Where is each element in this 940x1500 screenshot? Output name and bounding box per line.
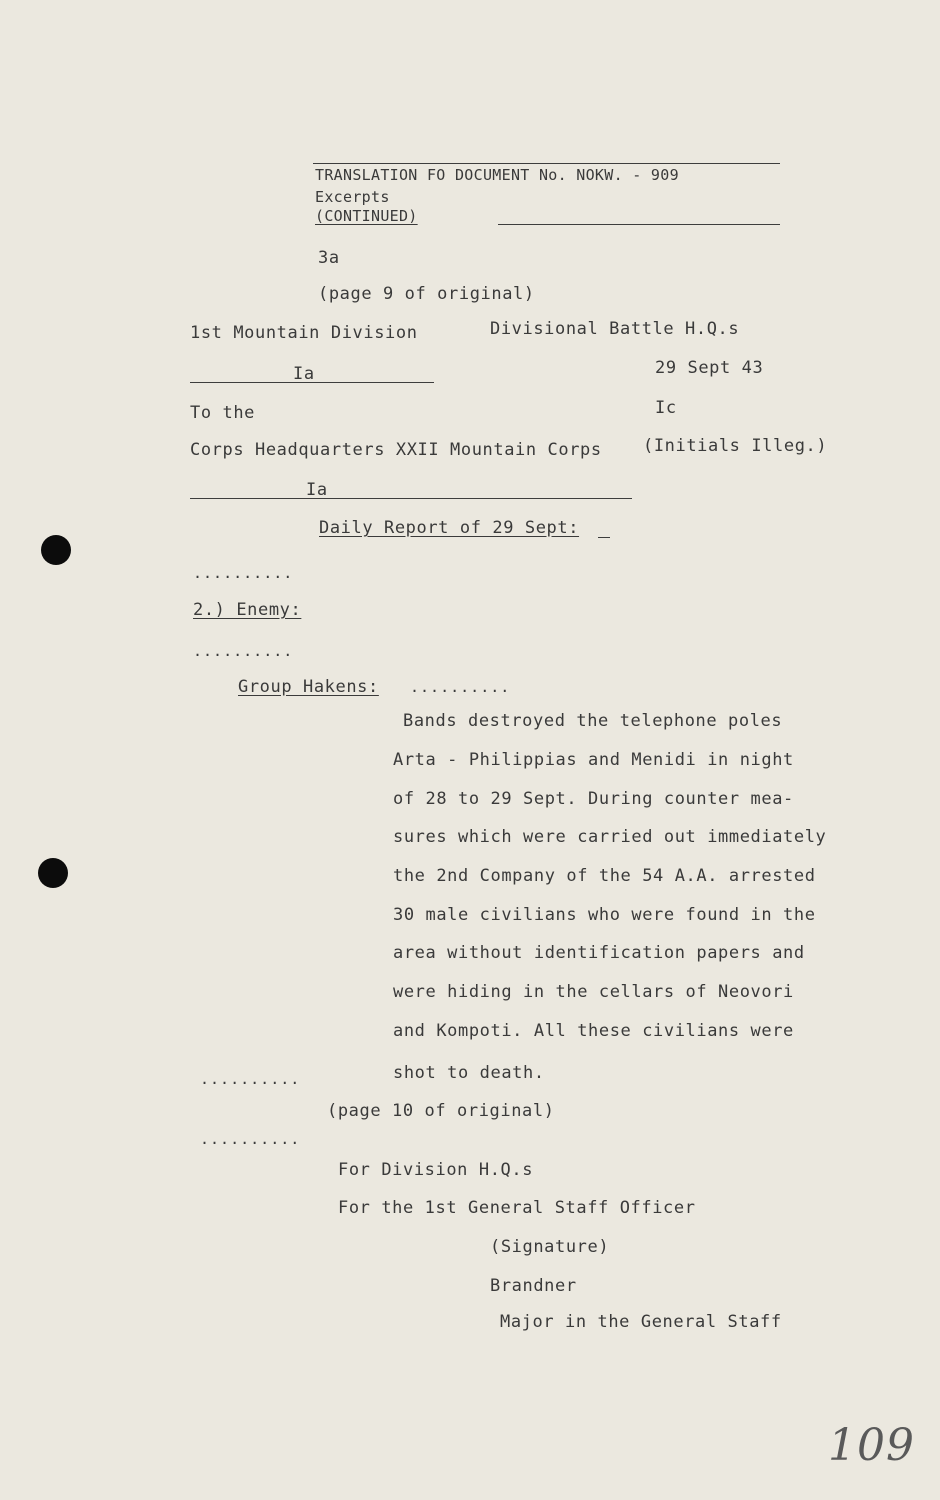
ic-mark: Ic <box>655 398 677 418</box>
report-date: 29 Sept 43 <box>655 358 764 378</box>
sender-branch: Ia <box>293 364 315 384</box>
enemy-heading: 2.) Enemy: <box>193 600 302 620</box>
initials-note: (Initials Illeg.) <box>643 436 828 456</box>
header-top-rule <box>313 163 780 164</box>
recipient-corps: Corps Headquarters XXII Mountain Corps <box>190 440 602 460</box>
sender-division: 1st Mountain Division <box>190 323 418 343</box>
body-line-4: sures which were carried out immediately <box>393 827 827 847</box>
page-reference-9: (page 9 of original) <box>318 284 535 304</box>
ellipsis-row-4: .......... <box>200 1130 301 1148</box>
continued-label: (CONTINUED) <box>315 207 418 225</box>
report-title-rule-extension <box>598 537 610 538</box>
signature-line-2: For the 1st General Staff Officer <box>338 1198 696 1218</box>
body-line-2: Arta - Philippias and Menidi in night <box>393 750 794 770</box>
excerpts-label: Excerpts <box>315 188 390 206</box>
group-label: Group Hakens: <box>238 677 379 697</box>
body-line-8: were hiding in the cellars of Neovori <box>393 982 794 1002</box>
body-line-10: shot to death. <box>393 1063 545 1083</box>
header-bottom-rule <box>498 224 780 225</box>
report-title: Daily Report of 29 Sept: <box>319 518 580 538</box>
body-line-1: Bands destroyed the telephone poles <box>403 711 783 731</box>
sender-branch-rule <box>190 382 434 383</box>
page-reference-10: (page 10 of original) <box>327 1101 555 1121</box>
ellipsis-row-3: .......... <box>200 1070 301 1088</box>
signature-placeholder: (Signature) <box>490 1237 610 1257</box>
recipient-branch-rule <box>190 498 632 499</box>
ellipsis-row-1: .......... <box>193 564 294 582</box>
ellipsis-row-2: .......... <box>193 642 294 660</box>
signature-line-1: For Division H.Q.s <box>338 1160 534 1180</box>
recipient-to: To the <box>190 403 256 423</box>
handwritten-page-number: 109 <box>828 1420 915 1471</box>
signatory-name: Brandner <box>490 1276 577 1296</box>
body-line-9: and Kompoti. All these civilians were <box>393 1021 794 1041</box>
body-line-7: area without identification papers and <box>393 943 805 963</box>
punch-hole-top <box>41 535 71 565</box>
group-dots: .......... <box>410 678 511 696</box>
document-title: TRANSLATION FO DOCUMENT No. NOKW. - 909 <box>315 166 679 184</box>
signatory-rank: Major in the General Staff <box>500 1312 782 1332</box>
sender-location: Divisional Battle H.Q.s <box>490 319 740 339</box>
body-line-3: of 28 to 29 Sept. During counter mea- <box>393 789 794 809</box>
body-line-5: the 2nd Company of the 54 A.A. arrested <box>393 866 816 886</box>
recipient-branch: Ia <box>306 480 328 500</box>
punch-hole-bottom <box>38 858 68 888</box>
section-number: 3a <box>318 248 340 268</box>
body-line-6: 30 male civilians who were found in the <box>393 905 816 925</box>
